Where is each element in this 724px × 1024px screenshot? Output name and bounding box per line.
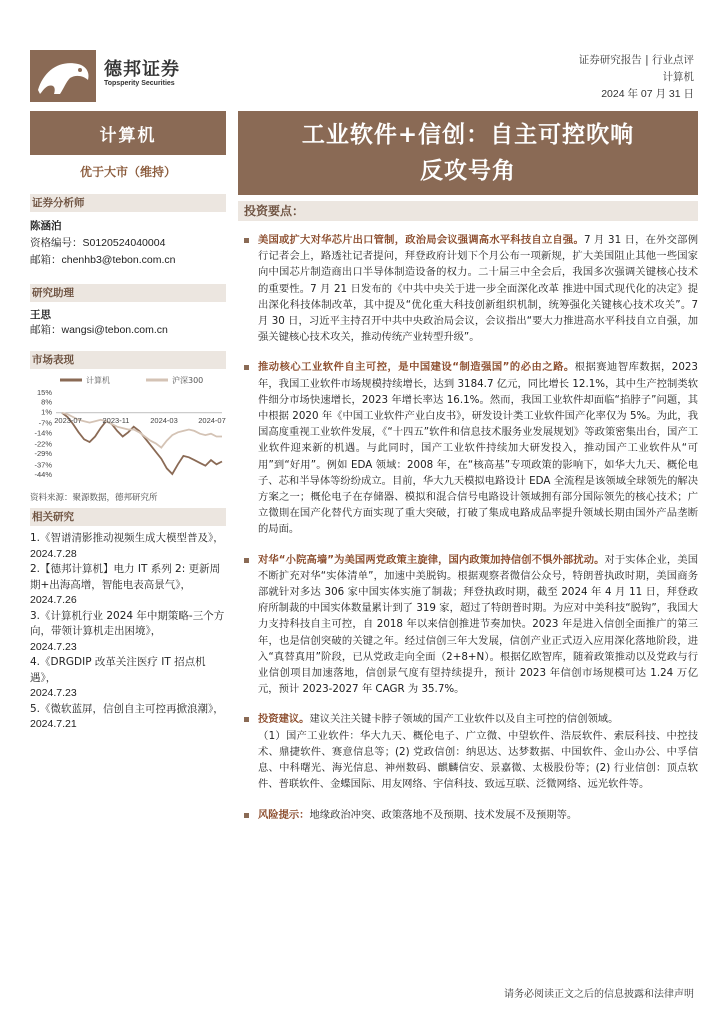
y-tick-label: -22% [34, 439, 52, 449]
related-item-title: 1.《智谱清影推动视频生成大模型普及》， [30, 532, 224, 544]
related-research-list [30, 531, 230, 733]
paragraph-lead: 对华“小院高墙”为美国两党政策主旋律，国内政策加持信创不惧外部扰动。 [258, 553, 605, 566]
y-tick-label: -14% [34, 428, 52, 438]
legend-label: 计算机 [86, 376, 110, 385]
y-tick-label: 8% [41, 397, 52, 407]
related-item[interactable] [30, 562, 230, 609]
highlight-paragraph [238, 552, 698, 698]
y-tick-label: -29% [34, 449, 52, 459]
main-content [238, 232, 698, 837]
paragraph-body: 地缘政治冲突、政策落地不及预期、技术发展不及预期等。 [309, 808, 578, 821]
related-item-date: 2024.7.21 [30, 718, 77, 730]
investment-highlights-header: 投资要点： [238, 201, 698, 221]
paragraph-lead: 推动核心工业软件自主可控，是中国建设“制造强国”的必由之路。 [258, 361, 575, 374]
industry-box: 计算机 [30, 111, 226, 155]
chart-source: 资料来源：聚源数据，德邦研究所 [30, 493, 158, 503]
related-item[interactable] [30, 702, 230, 733]
industry-rating: 优于大市（维持） [79, 165, 176, 179]
analyst-email-label: 邮箱： [30, 254, 62, 266]
analyst-email [30, 252, 175, 267]
assistant-email [30, 322, 168, 337]
highlight-paragraph [238, 711, 698, 792]
related-section-header: 相关研究 [30, 508, 226, 526]
related-item[interactable] [30, 531, 230, 562]
x-tick-label: 2023-11 [102, 415, 130, 425]
x-tick-label: 2023-07 [54, 415, 82, 425]
related-item[interactable] [30, 609, 230, 656]
paragraph-body: 建议关注关键卡脖子领域的国产工业软件以及自主可控的信创领域。 [309, 713, 619, 726]
market-section-header: 市场表现 [30, 351, 226, 369]
highlight-paragraph [238, 232, 698, 345]
report-title [238, 111, 698, 195]
paragraph-body: 7 月 31 日，在外交部例行记者会上，路透社记者提问，拜登政府计划下个月公布一项新规，扩大美国阻止其他一些国家向中国芯片制造商出口半导体制造设备的权力。二十届三中全会后，我国多次强调关键核心技术的重要性。7 月 21 日发布的《中共中央关于进一步全面深化改革 推进中国式现代化的决定》提出深化科技体制改革，其中提及“优化重大科技创新组织机制，统筹强化关键核心技术攻关”。7 月 30 日，习近平主持召开中共中央政治局会议，会议指出“要大力推进高水平科技自立自强，加强关键核心技术攻关，推动传统产业转型升级”。 [258, 234, 698, 344]
report-title-line1: 工业软件+信创：自主可控吹响 [301, 122, 635, 148]
paragraph-lead: 投资建议。 [258, 713, 310, 726]
related-item-date: 2024.7.26 [30, 594, 77, 606]
legend-label: 沪深300 [172, 376, 204, 385]
y-tick-label: 15% [36, 388, 52, 397]
x-tick-label: 2024-07 [198, 415, 226, 425]
y-tick-label: 1% [41, 407, 52, 417]
report-header-info [579, 52, 694, 103]
footer-disclaimer: 请务必阅读正文之后的信息披露和法律声明 [504, 989, 694, 1000]
related-item-title: 5.《微软蓝屏，信创自主可控再掀浪潮》， [30, 702, 224, 715]
related-item-date: 2024.7.23 [30, 640, 77, 653]
report-type: 证券研究报告 | 行业点评 [578, 54, 694, 66]
paragraph-body: 对于实体企业，美国不断扩充对华“实体清单”，加速中美脱钩。根据观察者微信公众号，特朗普执政时期，美国商务部就针对多达 306 家中国实体实施了制裁；拜登执政时期，截至 2024 年 4 月 11 日，拜登政府所制裁的中国实体数量累计到了 319 家，超过了特朗普时期。为应对中美科技“脱钩”，我国大力支持科技自主可控，自 2018 年以来信创推进节奏加快。2023 年是进入信创全面推广的第三年，也是信创突破的关键之年。经过信创三年大发展，信创产业正式迈入应用深化落地阶段，进入“真替真用”阶段，已从党政走向全面（2+8+N）。根据亿欧智库，随着政策推动以及党政与行业信创项目加速落地，信创景气度有望持续提升，预计 2023 年信创市场规模可达 1.24 万亿元，预计 2023-2027 年 CAGR 为 35.7%。 [258, 553, 698, 696]
analyst-cert-value: S0120524040004 [82, 237, 166, 249]
y-tick-label: -7% [38, 418, 52, 428]
assistant-email-label: 邮箱： [30, 324, 62, 336]
analyst-cert [30, 235, 165, 250]
bullet-square-icon [244, 813, 249, 818]
related-item-title: 4.《DRGDIP 改革关注医疗 IT 招点机遇》， [30, 656, 206, 684]
related-item-date: 2024.7.28 [30, 547, 77, 560]
related-item[interactable] [30, 655, 230, 702]
bull-logo-icon [30, 50, 96, 102]
related-item-title: 3.《计算机行业 2024 年中期策略-三个方向，带领计算机走出困境》， [30, 609, 225, 637]
highlight-paragraph [238, 359, 698, 537]
y-tick-label: -44% [34, 470, 52, 479]
bullet-square-icon [244, 238, 249, 243]
bullet-square-icon [244, 558, 249, 563]
market-chart-svg [30, 372, 226, 484]
analyst-name: 陈涵泊 [30, 220, 62, 232]
bullet-square-icon [244, 365, 249, 370]
analyst-section-header: 证券分析师 [30, 194, 226, 212]
assistant-section-header: 研究助理 [30, 284, 226, 302]
paragraph-body: 根据赛迪智库数据，2023 年，我国工业软件市场规模持续增长，达到 3184.7 亿元，同比增长 12.1%，其中生产控制类软件细分市场快速增长，2023 年增长率达 16.1%。然而，我国工业软件却面临“掐脖子”问题，其中根据 2020 年《中国工业软件产业白皮书》，研发设计类工业软件国产化率仅为 5%。为此，我国高度重视工业软件发展，《“十四五”软件和信息技术服务业发展规划》等政策密集出台，国产工业软件迎来新的机遇。与此同时，国产工业软件持续加大研发投入，推动国产工业软件从“可用”到“好用”。例如 EDA 领域：2008 年，在“核高基”专项政策的影响下，如华大九天、概伦电子、芯和半导体等纷纷成立。目前，华大九天模拟电路设计 EDA 全流程是该领域全球领先的解决方案之一；概伦电子在存储器、模拟和混合信号电路设计领域拥有部分国际领先的核心技术；广立微則在国产化替代方面实现了重大突破，打破了集成电路成品率提升领域长期由国外产品垄断的局面。 [258, 361, 698, 536]
report-title-line2: 反攻号角 [420, 158, 516, 184]
highlight-paragraph [238, 807, 698, 823]
market-performance-chart [30, 372, 226, 484]
assistant-email-link[interactable]: wangsi@tebon.com.cn [61, 324, 168, 336]
bullet-square-icon [244, 717, 249, 722]
brand-name-cn: 德邦证券 [104, 59, 180, 80]
assistant-name: 王思 [30, 309, 51, 321]
analyst-email-link[interactable]: chenhb3@tebon.com.cn [61, 254, 176, 266]
y-tick-label: -37% [34, 460, 52, 470]
analyst-cert-label: 资格编号： [30, 237, 83, 249]
paragraph-lead: 风险提示： [258, 808, 310, 821]
x-tick-label: 2024-03 [150, 415, 178, 425]
report-date: 2024 年 07 月 31 日 [601, 88, 694, 100]
related-item-date: 2024.7.23 [30, 687, 77, 699]
related-item-title: 2.【德邦计算机】电力 IT 系列 2: 更新周期+出海高增，智能电表高景气》， [30, 563, 221, 591]
brand-name-en: Topsperity Securities [104, 80, 175, 87]
paragraph-lead: 美国或扩大对华芯片出口管制，政治局会议强调高水平科技自立自强。 [258, 234, 584, 246]
report-industry: 计算机 [662, 71, 694, 83]
paragraph-extra: （1）国产工业软件：华大九天、概伦电子、广立微、中望软件、浩辰软件、索辰科技、中控技术、鼎捷软件、赛意信息等；(2) 党政信创：纳思达、达梦数据、中国软件、金山办公、中孚信息、中科曙光、海光信息、神州数码、麒麟信安、景嘉微、太极股份等；(2) 行业信创：顶点软件、普联软件、金蝶国际、用友网络、宇信科技、致远互联、泛微网络、远光软件等。 [258, 729, 698, 791]
